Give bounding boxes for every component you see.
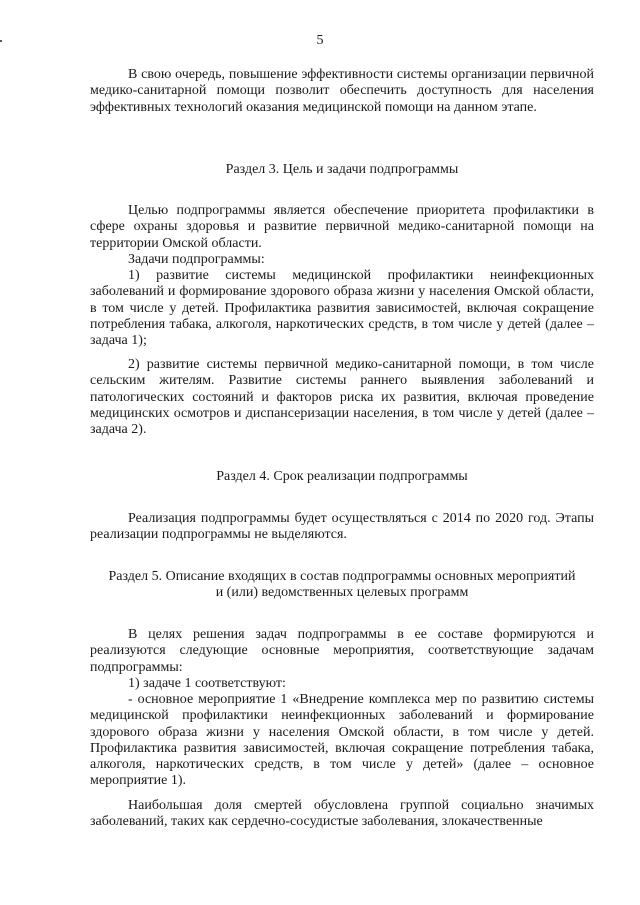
section-3-heading: Раздел 3. Цель и задачи подпрограммы <box>225 162 459 177</box>
paragraph-term: Реализация подпрограммы будет осуществляться с 2014 по 2020 год. Этапы реализации подпрограммы не выделяются. <box>90 511 594 543</box>
paragraph-task-2: 2) развитие системы первичной медико-санитарной помощи, в том числе сельским жителям. Развитие системы раннего выявления заболеваний и патологических состояний и факторов риска их развития, включая проведение медицинских осмотров и диспансеризации населения, в том числе у детей (далее – задача 2). <box>90 357 594 438</box>
section-5-heading <box>90 569 594 602</box>
paragraph-intro: В свою очередь, повышение эффективности системы организации первичной медико-санитарной помощи позволит обеспечить доступность для населения эффективных технологий оказания медицинской помощи на данном этапе. <box>90 67 594 115</box>
section-5-heading-line-1: Раздел 5. Описание входящих в состав подпрограммы основных мероприятий <box>108 569 576 584</box>
section-5-heading-line-2: и (или) ведомственных целевых программ <box>215 585 469 601</box>
paragraph-measures-intro: В целях решения задач подпрограммы в ее составе формируются и реализуются следующие основные мероприятия, соответствующие задачам подпрограммы: <box>90 627 594 675</box>
paragraph-tasks-title: Задачи подпрограммы: <box>128 252 265 267</box>
paragraph-main-measure-1: - основное мероприятие 1 «Внедрение комплекса мер по развитию системы медицинской профилактики неинфекционных заболеваний и формирование здорового образа жизни у населения Омской области, в том числе у детей. Профилактика развития зависимостей, включая сокращение потребления табака, алкоголя, наркотических средств, в том числе у детей» (далее – основное мероприятие 1). <box>90 692 594 789</box>
paragraph-task-1-measures: 1) задаче 1 соответствуют: <box>128 676 286 691</box>
section-4-heading: Раздел 4. Срок реализации подпрограммы <box>216 469 468 484</box>
paragraph-mortality: Наибольшая доля смертей обусловлена группой социально значимых заболеваний, таких как сердечно-сосудистые заболевания, злокачественные <box>90 798 594 830</box>
paragraph-goal: Целью подпрограммы является обеспечение приоритета профилактики в сфере охраны здоровья и развитие первичной медико-санитарной помощи на территории Омской области. <box>90 203 594 251</box>
paragraph-task-1: 1) развитие системы медицинской профилактики неинфекционных заболеваний и формирование здорового образа жизни у населения Омской области, в том числе у детей. Профилактика развития зависимостей, включая сокращение потребления табака, алкоголя, наркотических средств, в том числе у детей (далее – задача 1); <box>90 268 594 349</box>
page-number: 5 <box>316 33 324 48</box>
